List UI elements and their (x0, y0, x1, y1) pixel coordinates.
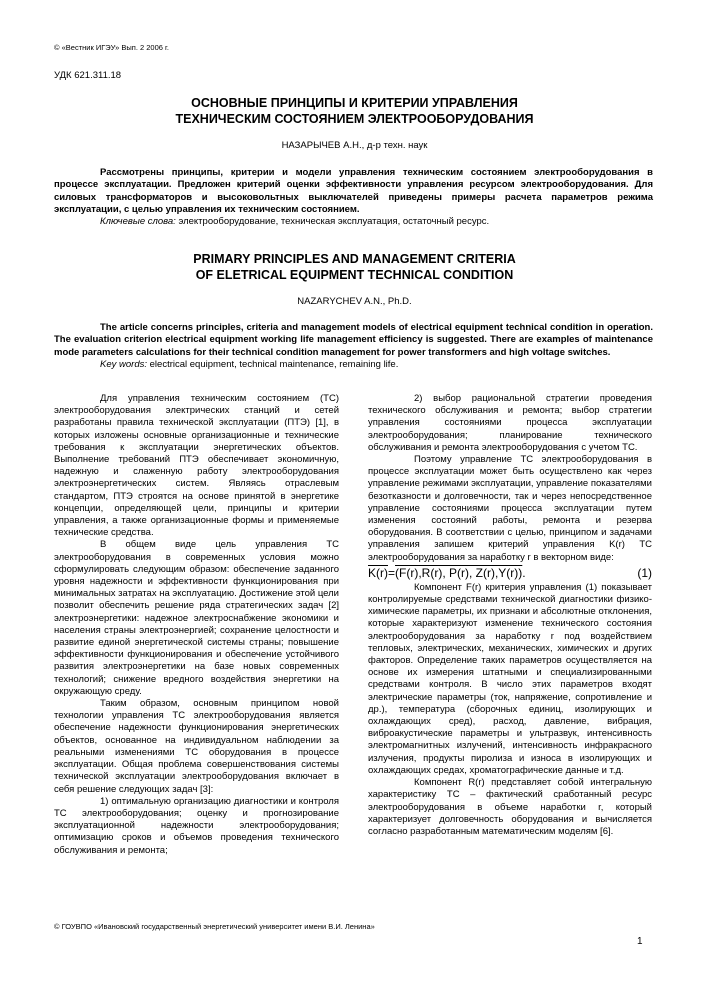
keywords-ru-text: электрооборудование, техническая эксплуатация, остаточный ресурс. (175, 216, 490, 228)
abstract-en-text: The article concerns principles, criteria and management models of electrical equipment technical condition in operation. The evaluation criterion electrical equipment working life management efficiency is suggested. There are examples of maintenance mode parameters calculations for their technical condition management for power transformers and high voltage switches. (54, 322, 653, 358)
keywords-en-label: Key words: (100, 358, 147, 370)
abstract-ru (54, 167, 653, 228)
keywords-ru (54, 216, 653, 228)
page-number: 1 (637, 936, 643, 947)
equation-number: (1) (637, 565, 652, 580)
equation-lhs: K(r) (368, 565, 388, 580)
title-ru-line-1: ОСНОВНЫЕ ПРИНЦИПЫ И КРИТЕРИИ УПРАВЛЕНИЯ (191, 96, 518, 110)
footer-copyright: © ГОУВПО «Ивановский государственный энергетический университет имени В.И. Ленина» (54, 922, 375, 931)
equation-expression (368, 566, 526, 581)
equation-1 (368, 566, 652, 581)
title-ru-line-2: ТЕХНИЧЕСКИМ СОСТОЯНИЕМ ЭЛЕКТРООБОРУДОВАНИЯ (175, 111, 534, 126)
author-ru: НАЗАРЫЧЕВ А.Н., д-р техн. наук (281, 140, 428, 151)
paragraph: Для управления техническим состоянием (ТС) электрооборудования электрических станций и сетей разработаны правила технической эксплуатации (ПТЭ) [1], в которых изложены основные организационные и технические требования к эксплуатации энергетических объектов. Выполнение требований ПТЭ обеспечивает экономичную, надежную и слаженную работу электрооборудования электроэнергетических систем. Являясь отраслевым стандартом, ПТЭ строятся на основе принятой в энергетике концепции, определяющей цели, принципы и критерии управления, а также организационные формы и применяемые технические средства. (54, 393, 339, 539)
equation-rhs: (F(r),R(r), P(r), Z(r),Y(r)) (395, 565, 523, 580)
paragraph: 1) оптимальную организацию диагностики и контроля ТС электрооборудования; оценку и прогнозирование эксплуатационной надежности электрооборудования; оптимизацию сроков и объемов проведения технического обслуживания и ремонта; (54, 795, 339, 856)
body-column-right (368, 393, 652, 838)
author-en: NAZARYCHEV A.N., Ph.D. (297, 296, 412, 307)
equation-end: . (522, 565, 526, 580)
paragraph: 2) выбор рациональной стратегии проведения технического обслуживания и ремонта; выбор стратегии управления состояниями процесса эксплуатации электрооборудования; планирование технического обслуживания и ремонта электрооборудования с учетом ТС. (368, 393, 652, 453)
udk-code: УДК 621.311.18 (54, 70, 122, 81)
abstract-ru-text: Рассмотрены принципы, критерии и модели управления техническим состоянием электрооборудования в процессе эксплуатации. Предложен критерий оценки эффективности управления ресурсом электрооборудования. Для силовых трансформаторов и высоковольтных выключателей приведены примеры расчета параметров режима эксплуатации, с целью управления их техническим состоянием. (54, 167, 653, 215)
title-en (0, 252, 709, 283)
journal-header: © «Вестник ИГЭУ» Вып. 2 2006 г. (54, 43, 169, 52)
keywords-ru-label: Ключевые слова: (100, 216, 176, 228)
title-ru (0, 96, 709, 127)
equation-equals: = (388, 565, 396, 580)
body-column-left (54, 393, 339, 857)
paragraph: Компонент F(r) критерия управления (1) показывает контролируемые средствами технической диагностики физико-химические параметры, их признаки и абсолютные отклонения, которые характеризуют изменение технического состояния электрооборудования за наработку r под воздействием тепловых, электрических, механических, химических и других факторов. Определение таких параметров осуществляется на основе их измерения штатными и специализированными средствами контроля. В число этих параметров входят электрические параметры (ток, напряжение, сопротивление и др.), температура (сборочных единиц, изолирующих и охлаждающих сред), расход, давление, вибрация, виброакустические параметры и ультразвук, интенсивность электромагнитных излучений, интенсивность инфракрасного излучения, продукты пиролиза и износа в изолирующих и охлаждающих средах, хроматографические данные и т.д. (368, 581, 652, 776)
keywords-en (54, 359, 653, 371)
paragraph: В общем виде цель управления ТС электрооборудования в современных условия можно сформулировать следующим образом: обеспечение заданного уровня надежности и эффективности функционирования при минимальных затратах на эксплуатацию. Достижение этой цели позволит обеспечить решение ряда стратегических задач [2] электроэнергетики: надежное электроснабжение экономики и населения страны электроэнергией; сохранение целостности и развитие единой энергетической системы страны; повышение эффективности функционирования и обеспечение устойчивого развития электроэнергетики на базе новых современных технологий; снижение вредного воздействия энергетики на окружающую среду. (54, 539, 339, 697)
paragraph: Поэтому управление ТС электрооборудования в процессе эксплуатации может быть осуществлено как через управление режимами эксплуатации, управление показателями безотказности и долговечности, так и через непосредственное управление состояниями процесса эксплуатации путем изменения состояний работы, ремонта и резерва оборудования. В соответствии с целью, принципом и задачами управления запишем критерий управления K(r) ТС электрооборудования за наработку r в векторном виде: (368, 454, 652, 563)
keywords-en-text: electrical equipment, technical maintenance, remaining life. (147, 358, 399, 370)
abstract-en (54, 322, 653, 371)
title-en-line-1: PRIMARY PRINCIPLES AND MANAGEMENT CRITERIA (193, 252, 516, 266)
title-en-line-2: OF ELETRICAL EQUIPMENT TECHNICAL CONDITION (195, 267, 514, 282)
paragraph: Таким образом, основным принципом новой технологии управления ТС электрооборудования является обеспечение надежности функционирования энергетических объектов, основанное на индивидуальном наблюдении за реальными изменениями ТС оборудования в процессе эксплуатации. Общая проблема совершенствования системы технической эксплуатации электрооборудования включает в себя решение следующих задач [3]: (54, 698, 339, 795)
paragraph: Компонент R(r) представляет собой интегральную характеристику ТС – фактический сработанный ресурс электрооборудования в объеме наработки r, который характеризует долговечность оборудования и вычисляется согласно разработанным математическим моделям [6]. (368, 777, 652, 837)
